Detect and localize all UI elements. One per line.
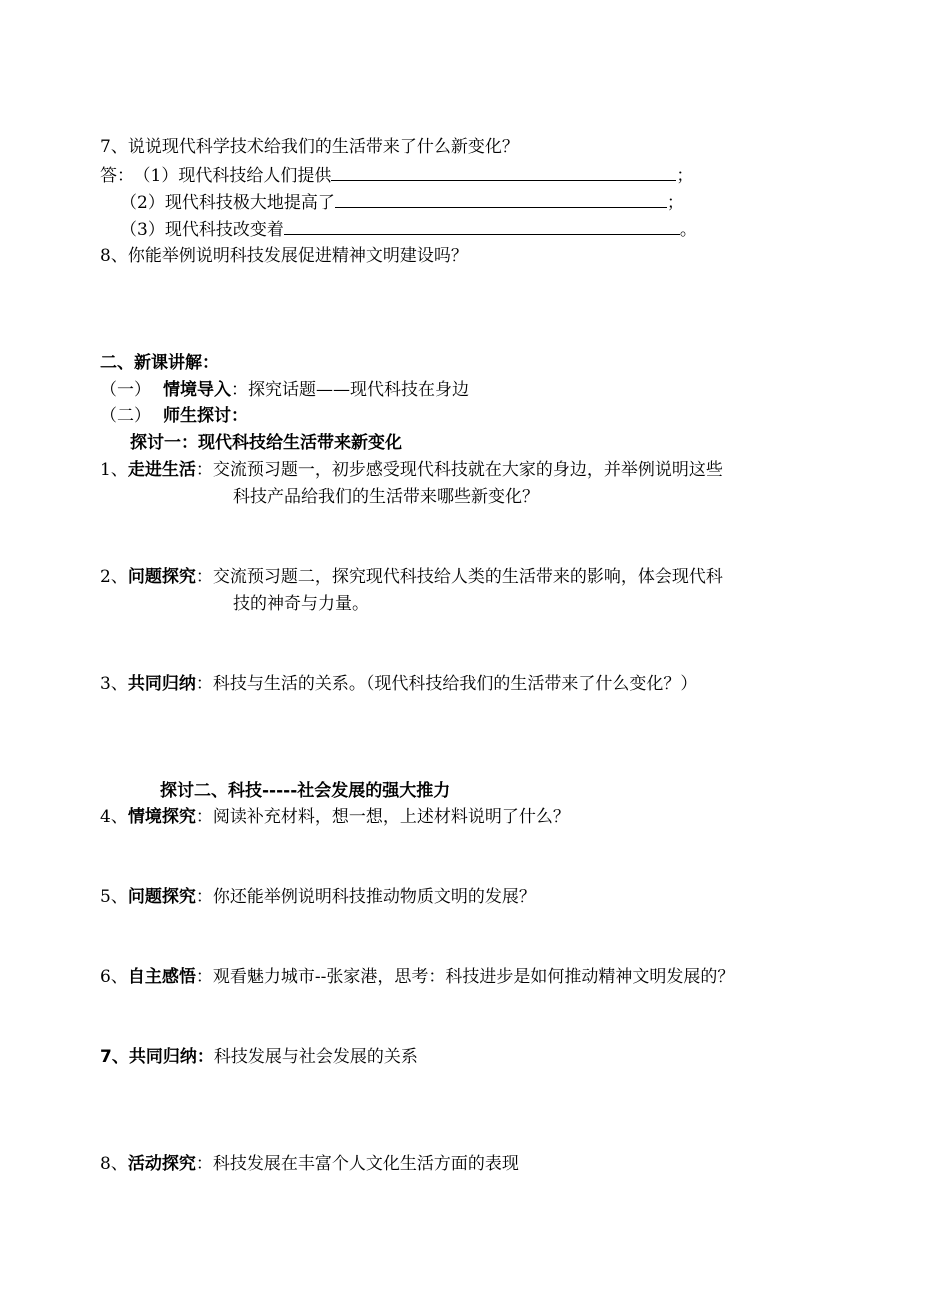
discussion-item: [100, 1153, 519, 1175]
item-number: 4、: [100, 807, 128, 827]
answer-prefix: 答：: [100, 166, 134, 186]
subsection-1-label: 情境导入: [163, 380, 231, 400]
answer-line-3: [120, 218, 697, 241]
item-label: 情境探究: [127, 807, 196, 827]
item-number: 6、: [100, 967, 128, 987]
answer-1-text: （1）现代科技给人们提供: [142, 166, 332, 186]
discussion-item: [100, 806, 570, 828]
item-colon: ：: [195, 967, 213, 987]
subsection-2: [100, 405, 248, 427]
answer-2-blank[interactable]: [335, 191, 667, 208]
discussion-item: [100, 459, 723, 481]
item-label: 共同归纳: [128, 1047, 197, 1067]
answer-2-text: （2）现代科技极大地提高了: [120, 193, 335, 213]
question-7: 7、说说现代科学技术给我们的生活带来了什么新变化？: [100, 137, 519, 157]
item-text: 科技发展在丰富个人文化生活方面的表现: [212, 1154, 519, 1174]
discussion-item: [100, 966, 734, 988]
item-colon: ：: [195, 887, 213, 907]
item-text: 你还能举例说明科技推动物质文明的发展？: [212, 887, 536, 907]
item-colon: ：: [195, 1154, 213, 1174]
answer-3-end: 。: [679, 220, 697, 240]
subsection-1-number: （一）: [100, 380, 151, 400]
discussion-item: [100, 673, 697, 695]
answer-2-end: ；: [666, 193, 684, 213]
discussion-item: [100, 886, 536, 908]
item-text-continued: 技的神奇与力量。: [233, 594, 369, 614]
item-text: 科技发展与社会发展的关系: [213, 1047, 418, 1067]
item-label: 走进生活: [127, 460, 196, 480]
answer-1-end: ；: [676, 166, 694, 186]
item-number: 3、: [100, 674, 128, 694]
discussion-item: [100, 566, 723, 588]
answer-1-blank[interactable]: [331, 164, 676, 181]
answer-line-2: [120, 191, 684, 214]
item-colon: ：: [195, 807, 213, 827]
item-text-continued: 科技产品给我们的生活带来哪些新变化？: [233, 487, 539, 507]
item-text: 阅读补充材料，想一想，上述材料说明了什么？: [212, 807, 570, 827]
item-label: 活动探究: [127, 1154, 196, 1174]
item-colon: ：: [196, 1047, 214, 1067]
item-label: 自主感悟: [127, 967, 196, 987]
subsection-1: [100, 379, 469, 401]
item-colon: ：: [195, 674, 213, 694]
answer-3-text: （3）现代科技改变着: [120, 220, 284, 240]
item-text: 交流预习题一，初步感受现代科技就在大家的身边，并举例说明这些: [212, 460, 723, 480]
item-number: 7、: [100, 1047, 129, 1067]
item-label: 共同归纳: [127, 674, 196, 694]
item-colon: ：: [195, 460, 213, 480]
item-text: 观看魅力城市--张家港，思考：科技进步是如何推动精神文明发展的？: [212, 967, 735, 987]
item-colon: ：: [195, 567, 213, 587]
item-label: 问题探究: [127, 567, 196, 587]
item-number: 1、: [100, 460, 128, 480]
item-number: 5、: [100, 887, 128, 907]
subsection-2-label: 师生探讨：: [163, 406, 248, 426]
discussion-1-title: 探讨一：现代科技给生活带来新变化: [130, 433, 402, 453]
subsection-2-number: （二）: [100, 406, 151, 426]
item-number: 8、: [100, 1154, 128, 1174]
subsection-1-text: ：探究话题——现代科技在身边: [231, 380, 469, 400]
discussion-item: [100, 1046, 418, 1068]
item-label: 问题探究: [127, 887, 196, 907]
item-text: 交流预习题二，探究现代科技给人类的生活带来的影响，体会现代科: [212, 567, 723, 587]
item-number: 2、: [100, 567, 128, 587]
discussion-2-title: 探讨二、科技-----社会发展的强大推力: [160, 781, 451, 801]
answer-line-1: [100, 164, 693, 187]
section-heading: 二、新课讲解：: [100, 353, 219, 373]
answer-3-blank[interactable]: [284, 218, 680, 235]
question-8: 8、你能举例说明科技发展促进精神文明建设吗？: [100, 246, 468, 266]
item-text: 科技与生活的关系。（现代科技给我们的生活带来了什么变化？）: [212, 674, 698, 694]
